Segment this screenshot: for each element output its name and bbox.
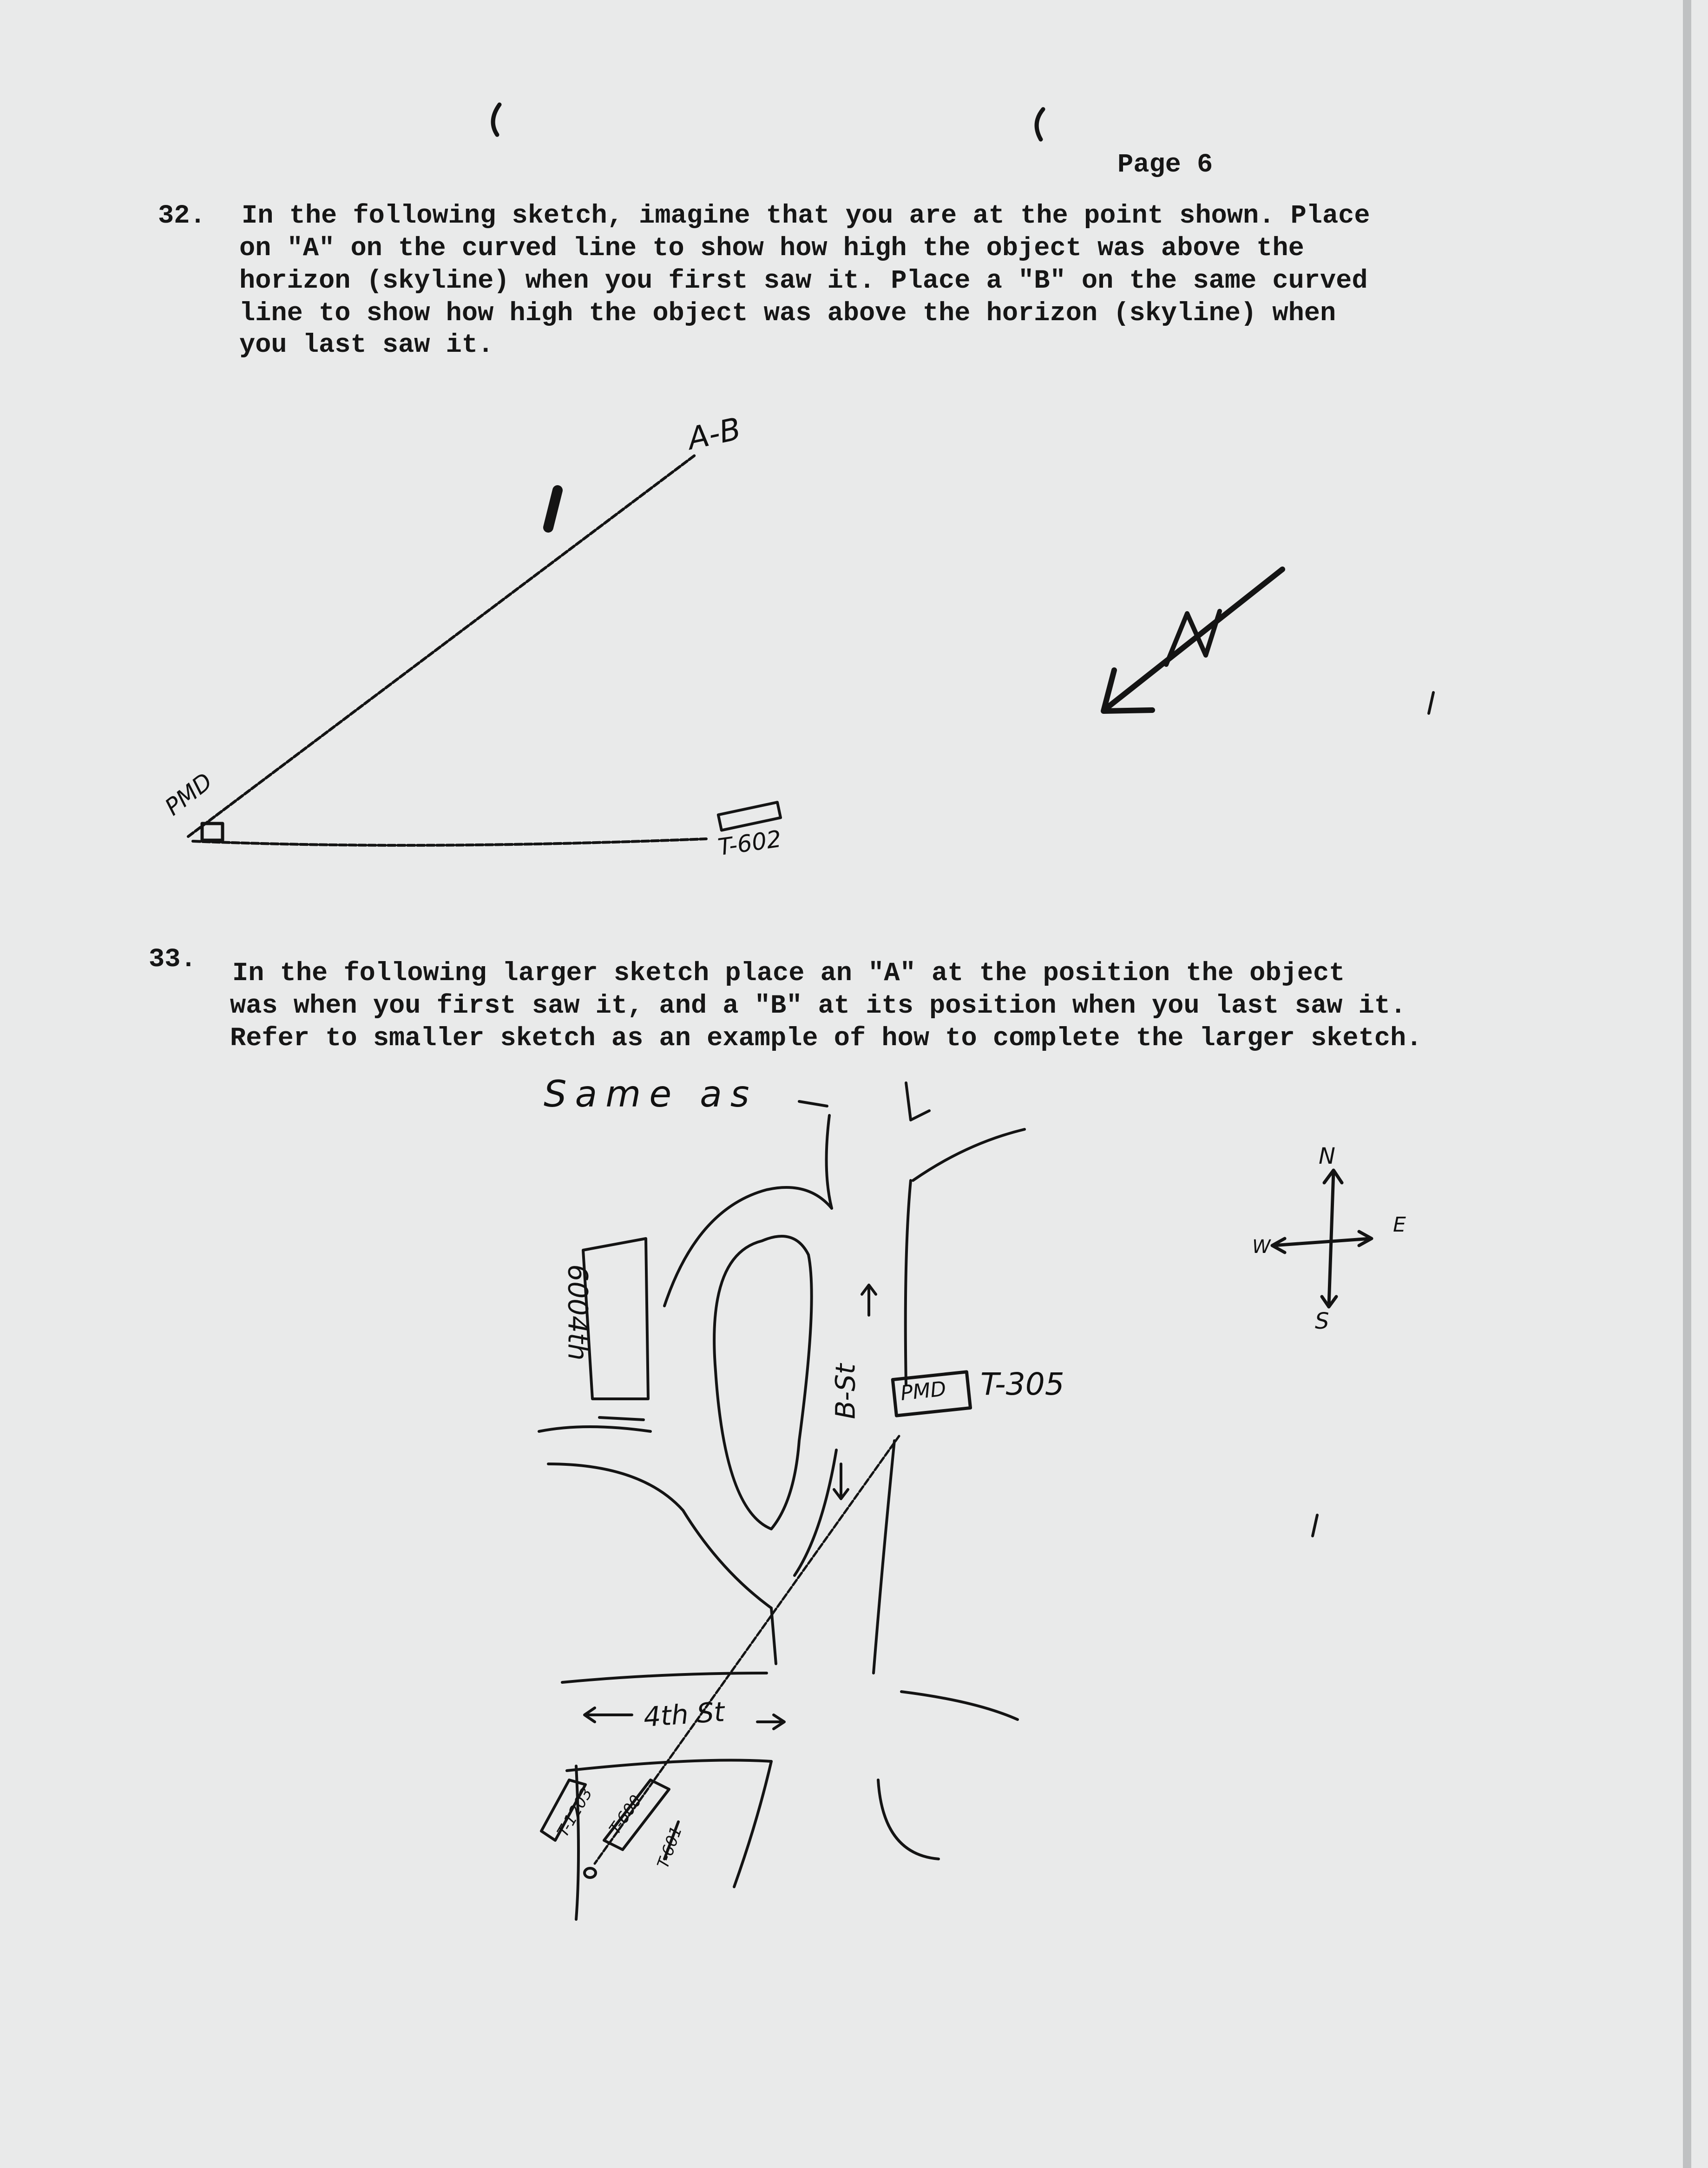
handwritten-note: Same as <box>544 1074 758 1115</box>
compass-west-label: W <box>1252 1236 1271 1258</box>
road-edge <box>906 1083 929 1120</box>
compass-south-label: S <box>1315 1308 1329 1334</box>
road-edge <box>599 1417 644 1420</box>
question-32-line: you last saw it. <box>239 330 494 360</box>
building-label-6004th: 6004th <box>562 1264 594 1361</box>
small-marker <box>585 1868 596 1878</box>
question-32-line: horizon (skyline) when you first saw it. Place a "B" on the same curved <box>239 266 1368 296</box>
road-edge <box>906 1180 911 1385</box>
road-edge <box>901 1692 1018 1720</box>
road-edge <box>799 1101 827 1106</box>
road-edge <box>548 1464 771 1608</box>
compass-north-label: N <box>1319 1143 1335 1169</box>
page-edge <box>1683 0 1691 2168</box>
question-32-number: 32. <box>158 201 206 231</box>
question-33-number: 33. <box>149 945 197 975</box>
loop-road-inner <box>714 1236 812 1529</box>
building-label-t305: T-305 <box>980 1366 1064 1402</box>
observer-label-33: PMD <box>899 1377 947 1406</box>
road-edge <box>734 1761 771 1887</box>
question-33-line: was when you first saw it, and a "B" at its position when you last saw it. <box>230 991 1406 1021</box>
road-edge <box>539 1427 650 1431</box>
street-arrow-left <box>585 1708 632 1722</box>
question-33-line: In the following larger sketch place an "A" at the position the object <box>232 959 1345 988</box>
question-33-line: Refer to smaller sketch as an example of how to complete the larger sketch. <box>230 1024 1422 1054</box>
observer-label-32: PMD <box>159 767 217 821</box>
compass-ew-line <box>1273 1239 1371 1245</box>
street-arrow-right <box>757 1715 784 1729</box>
question-32-line: In the following sketch, imagine that you are at the point shown. Place <box>242 201 1370 231</box>
building-label-t602: T-602 <box>716 825 783 861</box>
road-edge <box>562 1673 767 1682</box>
road-edge <box>795 1450 836 1575</box>
page-number: Page 6 <box>1117 150 1213 180</box>
road-edge <box>913 1129 1025 1180</box>
compass-ns-line <box>1329 1171 1334 1306</box>
road-edge <box>874 1441 894 1673</box>
question-32-line: on "A" on the curved line to show how high the object was above the <box>239 234 1304 264</box>
road-edge <box>567 1760 771 1771</box>
street-arrow-down <box>834 1464 848 1499</box>
road-edge <box>878 1780 939 1859</box>
answer-label-ab: A-B <box>684 410 744 457</box>
compass-east-label: E <box>1393 1213 1406 1237</box>
street-arrow-up <box>862 1285 876 1315</box>
question-32-line: line to show how high the object was above the horizon (skyline) when <box>239 299 1336 329</box>
street-label-4th-st: 4th St <box>642 1695 726 1733</box>
building-label-t600: T-600 <box>605 1792 646 1838</box>
building-label-t601: T-601 <box>653 1824 686 1871</box>
road-edge <box>827 1115 832 1208</box>
building-label-t1203: T-1203 <box>553 1785 597 1840</box>
street-label-b-st: B-St <box>829 1364 861 1419</box>
paper-mark <box>1313 1515 1317 1536</box>
